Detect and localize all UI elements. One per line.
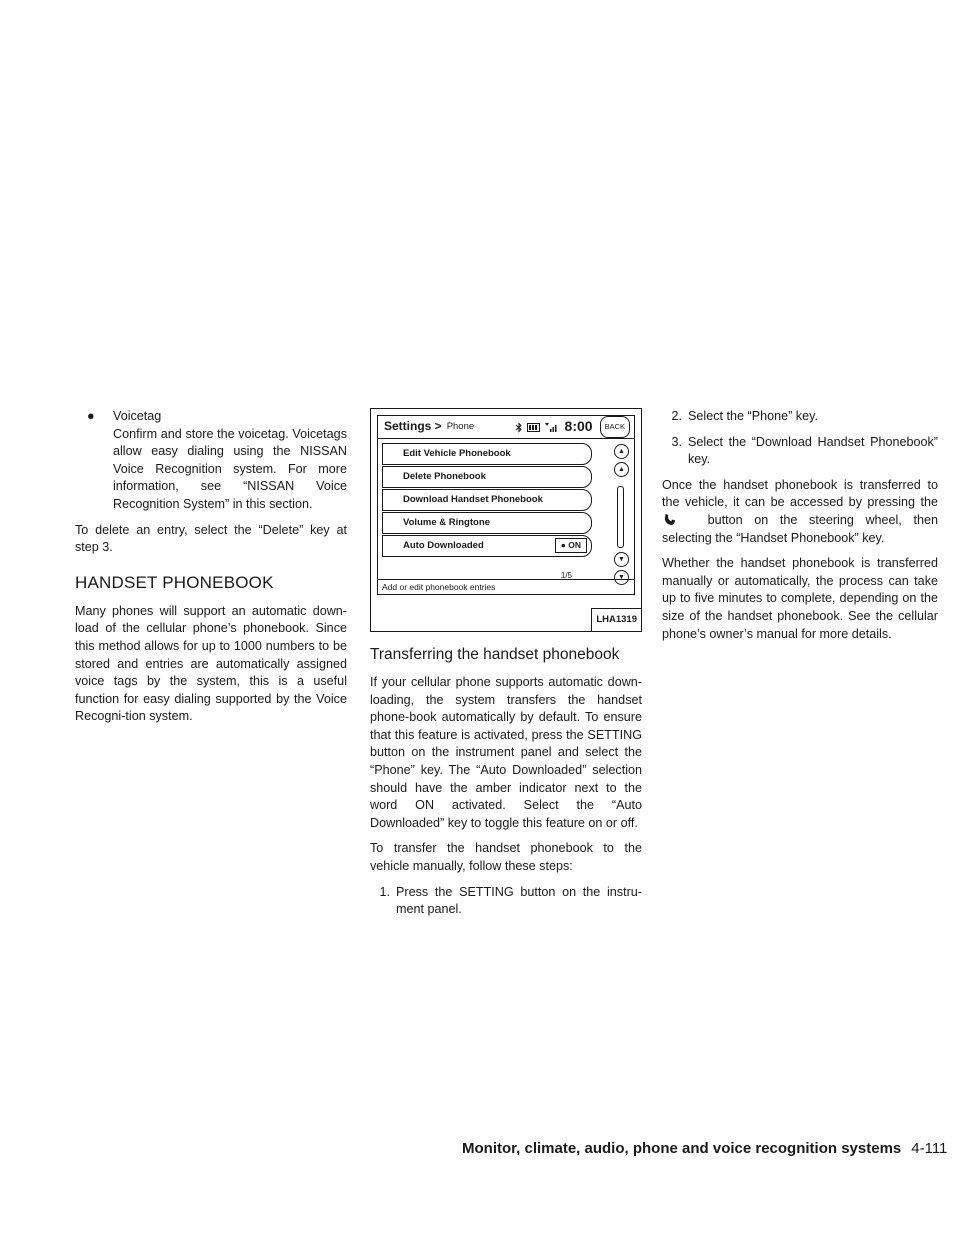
column-middle	[370, 408, 642, 927]
step-1	[370, 884, 642, 919]
delete-paragraph: To delete an entry, select the “Delete” key at step 3.	[75, 522, 347, 555]
bullet-body	[113, 408, 347, 514]
scroll-up-icon[interactable]: ▲	[614, 462, 629, 477]
step-text: Press the SETTING button on the instru-ment panel.	[396, 884, 642, 917]
step-number: 1.	[379, 884, 390, 899]
duration-paragraph: Whether the handset phonebook is transferred manually or automatically, the process can take up to five minutes to complete, depending on the size of the handset phonebook. See the cellular phone’s owner’s manual for more details.	[662, 556, 938, 641]
column-left	[75, 408, 347, 734]
section-heading: HANDSET PHONEBOOK	[75, 572, 274, 592]
settings-menu	[382, 443, 592, 558]
footer-title: Monitor, climate, audio, phone and voice recognition systems	[462, 1140, 902, 1157]
menu-item-download-handset-phonebook[interactable]: Download Handset Phonebook	[382, 489, 592, 511]
bullet-text: Confirm and store the voicetag. Voicetags allow easy dialing using the NISSAN Voice Recognition system. For more information, see “NISSAN Voice Recognition System” in this section.	[113, 426, 347, 511]
auto-download-paragraph: If your cellular phone supports automatic down-loading, the system transfers the handset phone-book automatically by default. To ensure that this feature is activated, press the SETTING button on the instrument panel and select the “Phone” key. The “Auto Downloaded” selection should have the amber indicator next to the word ON activated. Select the “Auto Downloaded” key to toggle this feature on or off.	[370, 675, 642, 830]
bluetooth-icon	[514, 422, 524, 433]
back-button[interactable]: BACK	[600, 416, 630, 438]
status-icons	[514, 416, 634, 438]
menu-item-volume-ringtone[interactable]: Volume & Ringtone	[382, 512, 592, 534]
access-paragraph	[662, 477, 938, 547]
screen-header	[378, 416, 634, 439]
step-3	[662, 434, 938, 469]
menu-item-edit-vehicle-phonebook[interactable]: Edit Vehicle Phonebook	[382, 443, 592, 465]
access-text-b: button on the steering wheel, then selecting the “Handset Phonebook” key.	[662, 512, 938, 545]
access-text-a: Once the handset phonebook is transferred to the vehicle, it can be accessed by pressing the	[662, 477, 938, 510]
step-number: 2.	[671, 409, 682, 423]
scroll-top-icon[interactable]: ▲	[614, 444, 629, 459]
section-paragraph: Many phones will support an automatic down-load of the cellular phone’s phonebook. Since this method allows for up to 1000 numbers to be stored and entries are automatically assigned voice tags by the system, this is a useful function for easy dialing supported by the Voice Recogni-tion system.	[75, 603, 347, 724]
screen-title: Settings >	[384, 419, 442, 434]
column-right	[662, 408, 938, 651]
voicetag-bullet	[75, 408, 347, 514]
menu-item-auto-downloaded[interactable]	[382, 535, 592, 557]
scroll-bottom-icon[interactable]: ▼	[614, 570, 629, 585]
on-indicator: ● ON	[555, 538, 587, 553]
figure-label: LHA1319	[591, 608, 641, 631]
step-number: 3.	[671, 434, 682, 449]
steps-list-2	[662, 408, 938, 469]
scroll-down-icon[interactable]: ▼	[614, 552, 629, 567]
menu-item-delete-phonebook[interactable]: Delete Phonebook	[382, 466, 592, 488]
step-text: Select the “Phone” key.	[688, 409, 818, 423]
screen-frame	[377, 415, 635, 595]
screen-footer: Add or edit phonebook entries	[378, 579, 634, 594]
phone-icon	[662, 512, 696, 526]
settings-screen-figure	[370, 408, 642, 632]
screen-subtitle: Phone	[446, 421, 475, 433]
subheading: Transferring the handset phonebook	[370, 646, 620, 663]
page-number: 4-111	[911, 1140, 948, 1157]
bullet-dot-icon: ●	[87, 409, 95, 423]
manual-transfer-paragraph: To transfer the handset phonebook to the vehicle manually, follow these steps:	[370, 841, 642, 873]
signal-icon	[544, 422, 558, 432]
bullet-title: Voicetag	[113, 409, 162, 423]
scrollbar[interactable]	[617, 486, 624, 548]
page-footer	[462, 1140, 947, 1157]
steps-list-1	[370, 884, 642, 919]
auto-downloaded-label: Auto Downloaded	[403, 540, 484, 551]
page-indicator: 1/5	[560, 571, 572, 580]
step-2	[662, 408, 938, 426]
battery-icon	[527, 423, 541, 432]
clock: 8:00	[564, 418, 593, 435]
step-text: Select the “Download Handset Phonebook” key.	[688, 434, 938, 467]
